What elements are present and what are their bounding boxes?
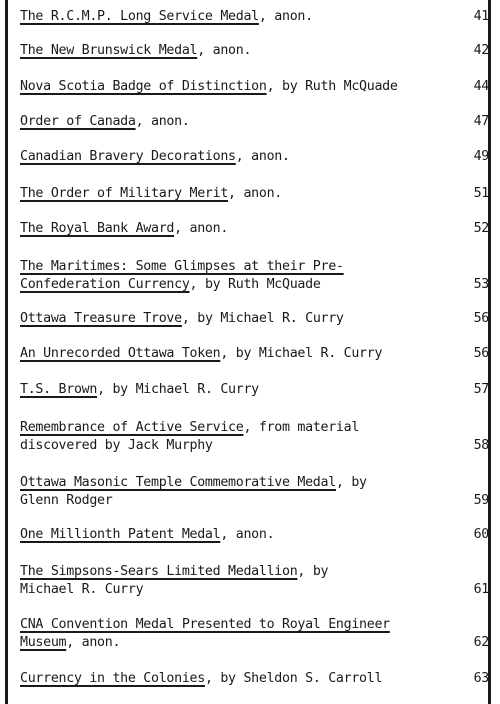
toc-entry-line: [20, 581, 143, 599]
toc-entry-title: Ottawa Treasure Trove: [20, 311, 182, 326]
toc-page-number: 42: [473, 43, 489, 58]
toc-entry-line: [20, 474, 367, 492]
toc-entry-author: discovered by Jack Murphy: [20, 438, 213, 453]
toc-page-number: 58: [473, 438, 489, 453]
toc-entry-title: Remembrance of Active Service: [20, 420, 244, 435]
toc-entry-title: Nova Scotia Badge of Distinction: [20, 79, 267, 94]
toc-entry-line: [20, 42, 251, 60]
toc-entry-author: , from material: [243, 420, 360, 435]
toc-entry-title: The Order of Military Merit: [20, 186, 229, 201]
toc-entry-author: , by Ruth McQuade: [266, 79, 398, 94]
toc-page-number: 44: [473, 79, 489, 94]
toc-entry-title: An Unrecorded Ottawa Token: [20, 346, 221, 361]
toc-entry-title: The Simpsons-Sears Limited Medallion: [20, 564, 298, 579]
toc-entry-author: , by: [335, 475, 367, 490]
toc-entry-author: , by Sheldon S. Carroll: [204, 671, 383, 686]
toc-entry-title: CNA Convention Medal Presented to Royal Engineer: [20, 617, 390, 632]
toc-entry-author: Michael R. Curry: [20, 582, 144, 597]
toc-page-number: 53: [473, 277, 489, 292]
toc-entry-author: , by Michael R. Curry: [220, 346, 383, 361]
toc-page-number: 63: [473, 671, 489, 686]
toc-entry-author: , by: [297, 564, 329, 579]
toc-entry-author: , by Ruth McQuade: [189, 277, 321, 292]
toc-entry-title: One Millionth Patent Medal: [20, 527, 221, 542]
toc-entry-title: The Royal Bank Award: [20, 221, 175, 236]
toc-entry-line: [20, 634, 120, 652]
toc-entry-line: [20, 419, 359, 437]
toc-entry-title: Confederation Currency: [20, 277, 190, 292]
toc-entry-line: [20, 526, 274, 544]
toc-entry-line: [20, 310, 344, 328]
toc-entry-author: , anon.: [174, 221, 229, 236]
toc-entry-author: , anon.: [66, 635, 121, 650]
toc-entry-line: [20, 220, 228, 238]
toc-entry-line: [20, 492, 112, 510]
toc-entry-title: T.S. Brown: [20, 382, 98, 397]
toc-entry-line: [20, 276, 321, 294]
toc-entry-title: Currency in the Colonies: [20, 671, 205, 686]
toc-entry-line: [20, 78, 398, 96]
toc-page-number: 61: [473, 582, 489, 597]
toc-entry-line: [20, 258, 344, 276]
toc-entry-line: [20, 616, 390, 634]
toc-entry-title: Canadian Bravery Decorations: [20, 149, 236, 164]
toc-page-number: 56: [473, 311, 489, 326]
toc-page-number: 49: [473, 149, 489, 164]
toc-page-number: 56: [473, 346, 489, 361]
toc-page-number: 57: [473, 382, 489, 397]
table-of-contents-page: [5, 0, 491, 704]
toc-entry-line: [20, 113, 190, 131]
toc-page-number: 60: [473, 527, 489, 542]
toc-entry-line: [20, 563, 328, 581]
toc-page-number: 41: [473, 9, 489, 24]
toc-entry-line: [20, 345, 382, 363]
toc-page-number: 47: [473, 114, 489, 129]
toc-entry-author: , anon.: [258, 9, 313, 24]
toc-entry-author: , anon.: [235, 149, 290, 164]
toc-entry-title: The Maritimes: Some Glimpses at their Pre-: [20, 259, 344, 274]
toc-entry-title: Museum: [20, 635, 67, 650]
toc-entry-author: , anon.: [220, 527, 275, 542]
toc-entry-author: , by Michael R. Curry: [97, 382, 259, 397]
toc-entry-author: , by Michael R. Curry: [181, 311, 344, 326]
toc-page-number: 52: [473, 221, 489, 236]
toc-entry-title: The R.C.M.P. Long Service Medal: [20, 9, 259, 24]
toc-entry-line: [20, 670, 382, 688]
toc-entry-author: , anon.: [135, 114, 190, 129]
toc-entry-title: Order of Canada: [20, 114, 136, 129]
toc-entry-line: [20, 381, 259, 399]
toc-entry-title: Ottawa Masonic Temple Commemorative Medal: [20, 475, 336, 490]
toc-entry-line: [20, 148, 290, 166]
toc-entry-author: , anon.: [197, 43, 252, 58]
toc-page-number: 62: [473, 635, 489, 650]
toc-page-number: 51: [473, 186, 489, 201]
toc-entry-author: , anon.: [228, 186, 282, 201]
toc-entry-title: The New Brunswick Medal: [20, 43, 198, 58]
toc-page-number: 59: [473, 493, 489, 508]
toc-entry-line: [20, 8, 313, 26]
toc-entry-line: [20, 437, 213, 455]
toc-entry-line: [20, 185, 282, 203]
toc-entry-author: Glenn Rodger: [20, 493, 113, 508]
